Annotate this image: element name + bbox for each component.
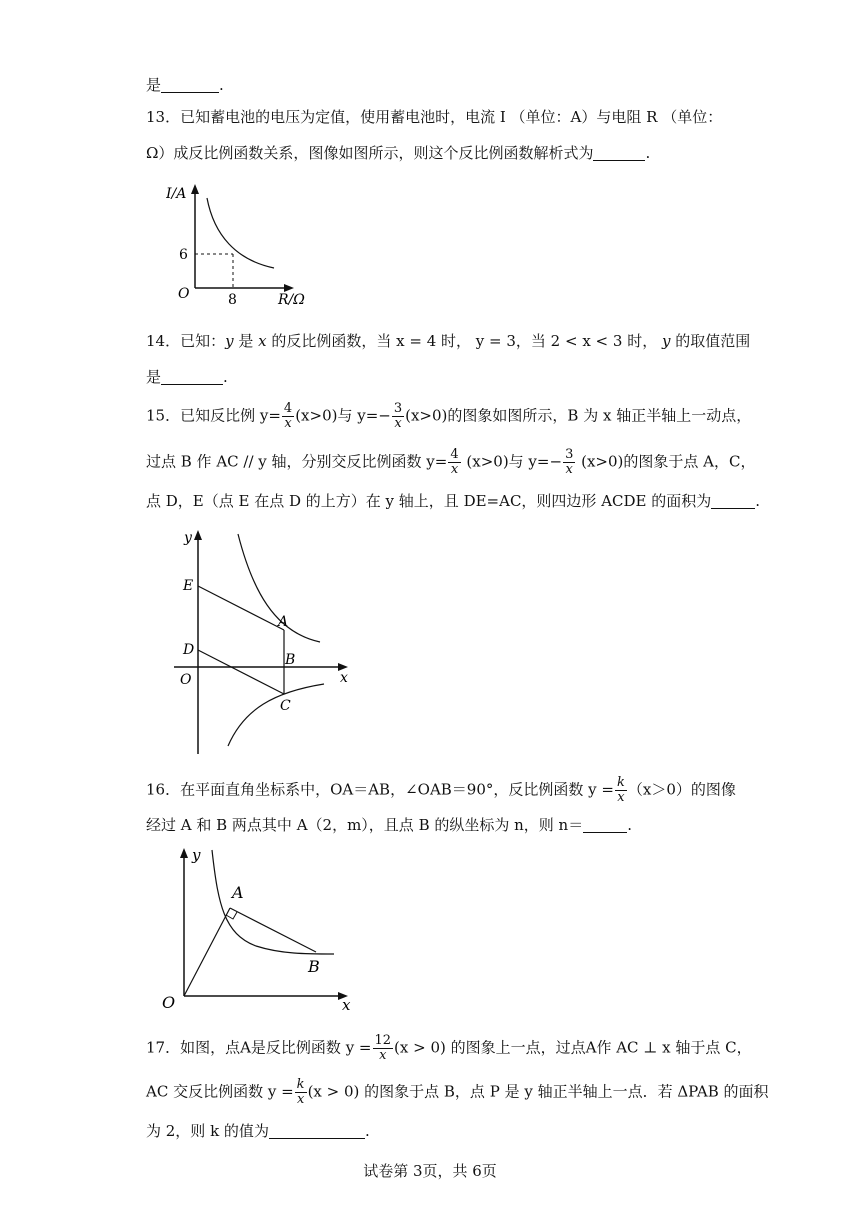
prev-prefix: 是 <box>146 76 162 94</box>
q14-line2-end: . <box>223 368 228 386</box>
q16-l1-b: （x＞0）的图像 <box>627 780 736 799</box>
q15-line3 <box>146 490 760 512</box>
prev-question-tail <box>146 74 224 96</box>
q13-line2-text: Ω）成反比例函数关系，图像如图所示，则这个反比例函数解析式为 <box>146 144 594 162</box>
q17-l2-a: AC 交反比例函数 y = <box>146 1082 294 1101</box>
q16-label-y: y <box>192 846 201 864</box>
q16-label-x: x <box>342 996 351 1014</box>
q15-segment-dc <box>198 650 284 694</box>
q16-curve <box>212 850 334 954</box>
frac-num: 4 <box>450 447 459 462</box>
q16-graph <box>156 844 376 1014</box>
q16-label-a: A <box>232 883 244 902</box>
q16-segment-oa <box>184 908 230 996</box>
q16-label-o: O <box>162 993 176 1012</box>
q15-label-c: C <box>280 698 291 714</box>
q17-frac-2 <box>295 1078 307 1107</box>
q16-segment-ab <box>230 908 316 952</box>
q15-l3-text: 点 D，E（点 E 在点 D 的上方）在 y 轴上，且 DE=AC，则四边形 ACDE 的面积为 <box>146 492 712 510</box>
q15-frac-2 <box>392 402 404 431</box>
q16-y-arrow <box>180 848 188 858</box>
q13-x-label: R/Ω <box>278 292 305 308</box>
q16-label-b: B <box>308 957 320 976</box>
frac-den: x <box>379 1048 387 1063</box>
frac-num: 3 <box>565 447 574 462</box>
q15-l1-a: 15．已知反比例 y= <box>146 406 281 425</box>
q15-answer-blank[interactable] <box>711 492 755 509</box>
q15-segment-ea <box>198 586 284 630</box>
q14-line2-text: 是 <box>146 368 162 386</box>
q15-l1-b: (x>0)与 y=− <box>295 406 391 425</box>
frac-num: k <box>616 775 625 790</box>
q15-label-b: B <box>285 652 296 668</box>
q13-origin: O <box>178 286 190 302</box>
q17-frac-1 <box>373 1034 394 1063</box>
q16-l2-end: . <box>627 816 632 834</box>
q16-line2 <box>146 814 632 836</box>
q16-line1 <box>146 776 736 805</box>
q15-label-x: x <box>340 670 348 686</box>
q13-x-tick: 8 <box>228 292 237 308</box>
q14-text-d: 的取值范围 <box>670 332 751 350</box>
frac-den: x <box>450 462 459 477</box>
q16-frac <box>615 776 627 805</box>
q17-line3 <box>146 1120 370 1142</box>
q16-answer-blank[interactable] <box>583 816 627 833</box>
q15-curve-lower <box>228 684 324 746</box>
q15-l2-b: (x>0)与 y=− <box>461 452 563 471</box>
q15-frac-3 <box>448 448 460 477</box>
q17-line2 <box>146 1078 769 1107</box>
frac-den: x <box>394 416 402 431</box>
q13-y-label: I/A <box>166 186 187 202</box>
prev-suffix: . <box>219 76 224 94</box>
q17-line1 <box>146 1034 752 1063</box>
q15-line1 <box>146 402 751 431</box>
q14-var-y2: y <box>661 332 671 350</box>
q15-line2 <box>146 448 755 477</box>
q17-l1-a: 17．如图，点A是反比例函数 y = <box>146 1038 372 1057</box>
q14-answer-blank[interactable] <box>161 368 223 385</box>
q16-l2-text: 经过 A 和 B 两点其中 A（2，m），且点 B 的纵坐标为 n，则 n＝ <box>146 816 584 834</box>
frac-num: 3 <box>393 401 403 416</box>
frac-num: 4 <box>283 401 293 416</box>
frac-den: x <box>617 790 625 805</box>
page-footer: 试卷第 3页，共 6页 <box>363 1162 497 1180</box>
q15-l2-c: (x>0)的图象于点 A，C， <box>576 452 756 471</box>
q15-graph <box>174 524 364 756</box>
q14-var-y: y <box>225 332 234 350</box>
q14-line2 <box>146 366 228 388</box>
q14-var-x: x <box>258 332 267 350</box>
q15-label-d: D <box>183 642 195 658</box>
q17-l3-end: . <box>364 1122 370 1140</box>
q15-l1-c: (x>0)的图象如图所示，B 为 x 轴正半轴上一动点， <box>405 406 752 425</box>
q15-frac-1 <box>282 402 294 431</box>
q15-label-a: A <box>278 614 289 630</box>
q14-line1 <box>146 330 750 352</box>
q16-l1-a: 16．在平面直角坐标系中，OA＝AB，∠OAB＝90°，反比例函数 y = <box>146 780 614 799</box>
q17-l1-b: (x > 0) 的图象上一点，过点A作 AC ⊥ x 轴于点 C， <box>394 1038 752 1057</box>
q15-label-e: E <box>183 578 194 594</box>
q14-text-c: 的反比例函数，当 x = 4 时， y = 3，当 2 < x < 3 时， <box>266 332 662 350</box>
q15-label-o: O <box>180 672 192 688</box>
q13-line2-end: . <box>645 144 651 162</box>
q17-l3-text: 为 2，则 k 的值为 <box>146 1122 269 1140</box>
q17-l2-b: (x > 0) 的图象于点 B，点 P 是 y 轴正半轴上一点．若 ΔPAB 的面积 <box>307 1082 769 1101</box>
frac-den: x <box>296 1092 305 1107</box>
q13-y-tick: 6 <box>179 247 188 263</box>
q13-graph <box>166 180 316 310</box>
q15-l2-a: 过点 B 作 AC // y 轴，分别交反比例函数 y= <box>146 452 448 471</box>
q13-x-arrow <box>284 284 294 292</box>
q14-text-b: 是 <box>233 332 259 350</box>
q17-answer-blank[interactable] <box>269 1122 365 1139</box>
q15-l3-end: . <box>755 492 761 510</box>
frac-num: k <box>296 1077 305 1092</box>
frac-den: x <box>284 416 292 431</box>
q13-answer-blank[interactable] <box>593 144 645 161</box>
q14-text-a: 14．已知： <box>146 332 226 350</box>
answer-blank[interactable] <box>161 76 219 93</box>
frac-den: x <box>565 462 573 477</box>
q15-frac-4 <box>563 448 575 477</box>
q13-curve <box>207 198 274 268</box>
q15-label-y: y <box>184 530 192 546</box>
q13-y-arrow <box>191 184 199 194</box>
q13-line2 <box>146 142 650 164</box>
q15-y-arrow <box>194 530 202 540</box>
q13-line1: 13．已知蓄电池的电压为定值，使用蓄电池时，电流 I （单位：A）与电阻 R （单位： <box>146 108 723 126</box>
frac-num: 12 <box>374 1033 392 1048</box>
